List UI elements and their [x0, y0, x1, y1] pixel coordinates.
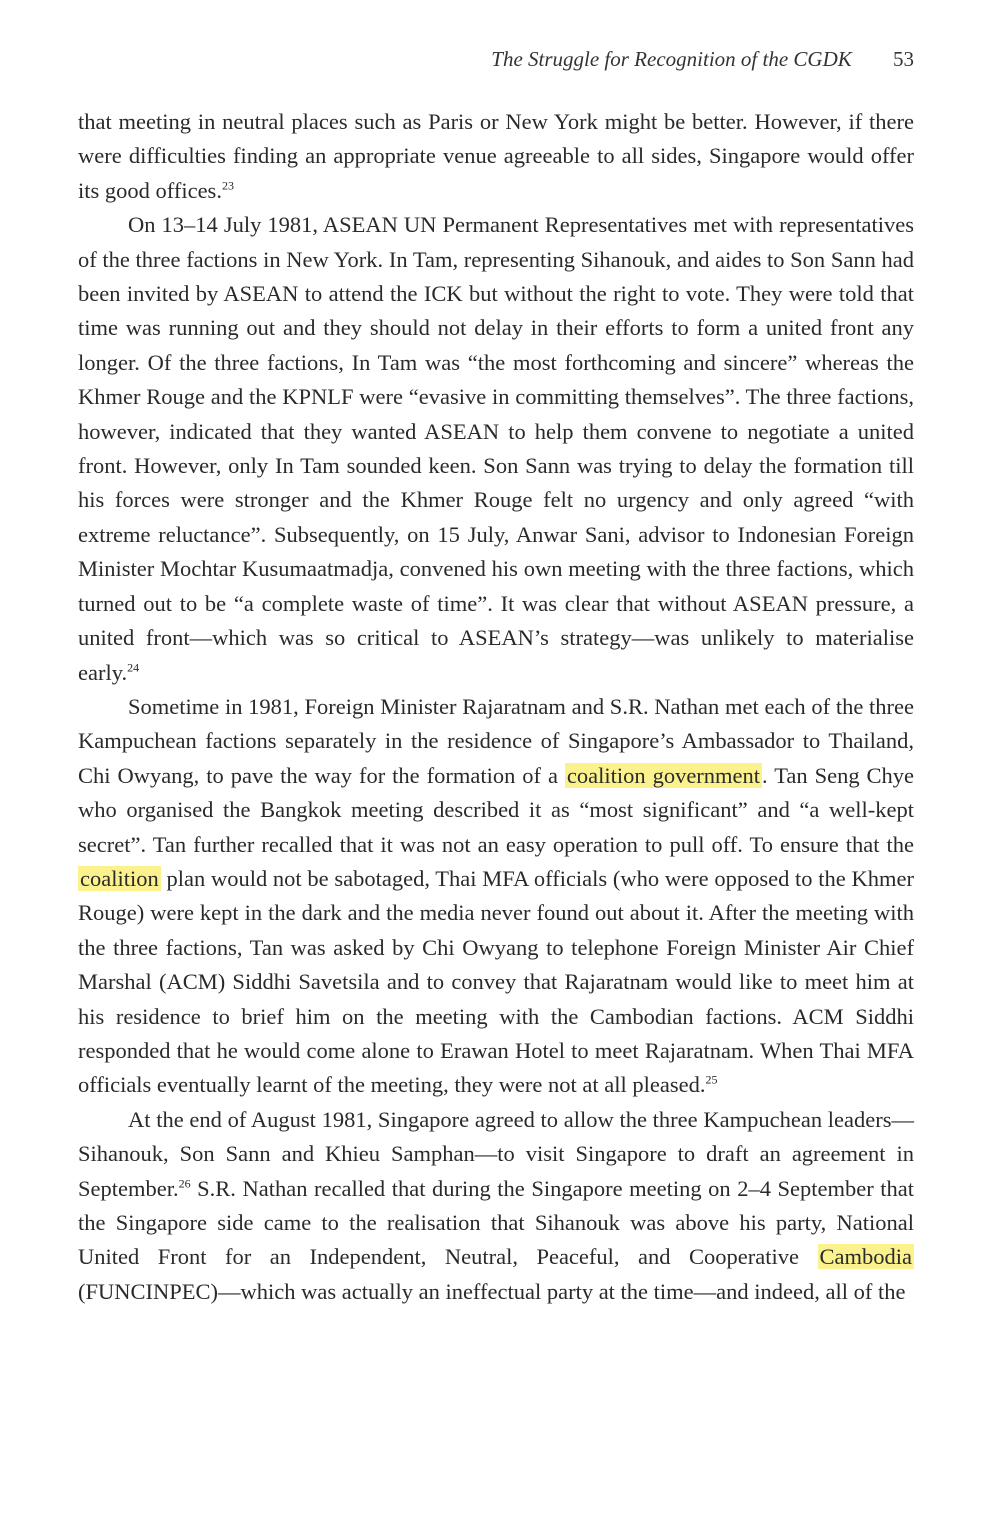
highlighted-text: Cambodia	[819, 1244, 912, 1270]
text-run: Sometime in 1981, Foreign Minister Rajaratnam and S.R. Nathan met each of the three Kampuchean factions separately in the residence of Singapore’s Ambassador to Thailand, Chi Owyang, to pave the way for the formation of a	[78, 693, 914, 788]
paragraph	[78, 105, 914, 208]
text-run: plan would not be sabotaged, Thai MFA officials (who were opposed to the Khmer Rouge) were kept in the dark and the media never found out about it. After the meeting with the three factions, Tan was asked by Chi Owyang to telephone Foreign Minister Air Chief Marshal (ACM) Siddhi Savetsila and to convey that Rajaratnam would like to meet him at his residence to brief him on the meeting with the Cambodian factions. ACM Siddhi responded that he would come alone to Erawan Hotel to meet Rajaratnam. When Thai MFA officials eventually learnt of the meeting, they were not at all pleased.	[78, 865, 914, 1098]
body-text	[78, 105, 914, 1309]
highlighted-text: coalition government	[566, 762, 761, 788]
running-header	[78, 44, 914, 74]
running-header-title: The Struggle for Recognition of the CGDK	[491, 47, 852, 71]
text-run: On 13–14 July 1981, ASEAN UN Permanent Representatives met with representatives of the three factions in New York. In Tam, representing Sihanouk, and aides to Son Sann had been invited by ASEAN to attend the ICK but without the right to vote. They were told that time was running out and they should not delay in their efforts to form a united front any longer. Of the three factions, In Tam was “the most forthcoming and sincere” whereas the Khmer Rouge and the KPNLF were “evasive in committing themselves”. The three factions, however, indicated that they wanted ASEAN to help them convene to negotiate a united front. However, only In Tam sounded keen. Son Sann was trying to delay the formation till his forces were stronger and the Khmer Rouge felt no urgency and only agreed “with extreme reluctance”. Subsequently, on 15 July, Anwar Sani, advisor to Indonesian Foreign Minister Mochtar Kusumaatmadja, convened his own meeting with the three factions, which turned out to be “a complete waste of time”. It was clear that without ASEAN pressure, a united front—which was so critical to ASEAN’s strategy—was unlikely to materialise early.	[78, 212, 914, 685]
footnote-ref: 26	[178, 1176, 191, 1191]
paragraph	[78, 208, 914, 690]
footnote-ref: 25	[705, 1072, 718, 1087]
text-run: . Tan Seng Chye who organised the Bangkok meeting described it as “most significant” and “a well-kept secret”. Tan further recalled that it was not an easy operation to pull off. To ensure that the	[78, 762, 915, 857]
highlighted-text: coalition	[80, 865, 159, 891]
paragraph	[78, 690, 914, 1103]
page-number: 53	[893, 47, 914, 71]
text-run: (FUNCINPEC)—which was actually an ineffectual party at the time—and indeed, all of the	[78, 1278, 906, 1304]
footnote-ref: 24	[127, 660, 140, 674]
footnote-ref: 23	[221, 178, 234, 193]
text-run: that meeting in neutral places such as Paris or New York might be better. However, if there were difficulties finding an appropriate venue agreeable to all sides, Singapore would offer its good offices.	[78, 109, 914, 203]
paragraph	[78, 1103, 914, 1309]
text-run: S.R. Nathan recalled that during the Singapore meeting on 2–4 September that the Singapore side came to the realisation that Sihanouk was above his party, National United Front for an Independent, Neutral, Peaceful, and Cooperative	[78, 1175, 914, 1270]
text-run: At the end of August 1981, Singapore agreed to allow the three Kampuchean leaders—Sihanouk, Son Sann and Khieu Samphan—to visit Singapore to draft an agreement in September.	[78, 1106, 914, 1201]
